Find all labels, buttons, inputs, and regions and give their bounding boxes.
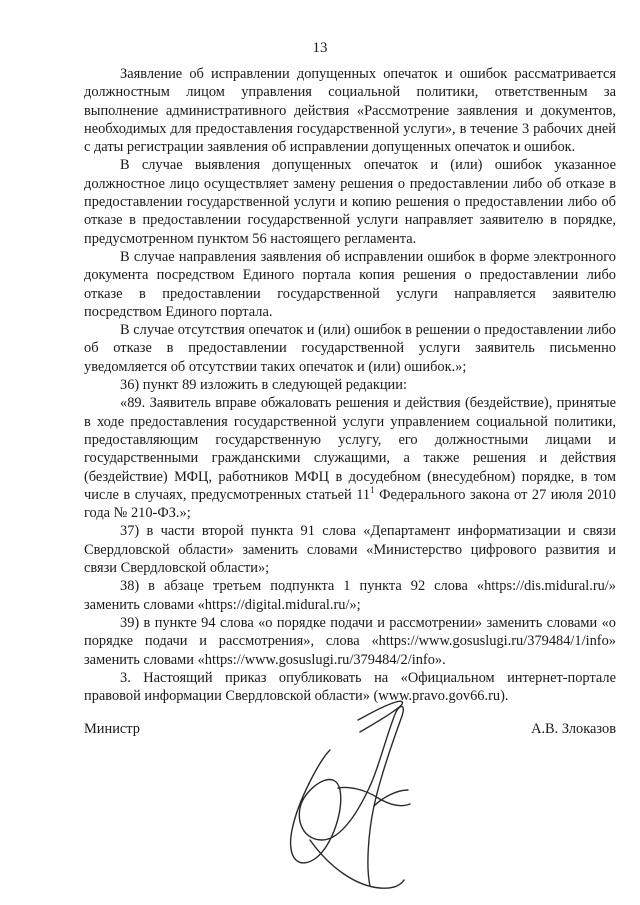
paragraph-item-3-publish: 3. Настоящий приказ опубликовать на «Официальном интернет-портале правовой информации Свердловской области» (www.pravo.gov66.ru). (84, 669, 616, 705)
item-89-text-end: Федерального закона от 27 июля 2010 года № 210-ФЗ.»; (84, 486, 616, 522)
signer-position: Министр (84, 721, 140, 737)
paragraph-correction-review: Заявление об исправлении допущенных опечаток и ошибок рассматривается должностным лицом управления социальной политики, ответственным за выполнение административного действия «Рассмотрение заявления и документов, необходимых для предоставления государственной услуги», в течение 3 рабочих дней с даты регистрации заявления об исправлении допущенных опечаток и ошибок. (84, 66, 616, 156)
paragraph-item-36: 36) пункт 89 изложить в следующей редакции: (120, 377, 407, 394)
paragraph-error-found: В случае выявления допущенных опечаток и (или) ошибок указанное должностное лицо осуществляет замену решения о предоставлении либо об отказе в предоставлении государственной услуги и копию решения о предоставлении либо об отказе в предоставлении государственной услуги направляет заявителю в порядке, предусмотренном пунктом 56 настоящего регламента. (84, 157, 616, 247)
paragraph-item-39: 39) в пункте 94 слова «о порядке подачи и рассмотрении» заменить словами «о порядке подачи и рассмотрения», слова «https://www.gosuslugi.ru/379484/1/info» заменить словами «https://www.gosuslugi.ru/379484/2/info». (84, 614, 616, 668)
item-89-superscript: 1 (370, 485, 375, 496)
paragraph-item-38: 38) в абзаце третьем подпункта 1 пункта 92 слова «https://dis.midural.ru/» заменить словами «https://digital.midural.ru/»; (84, 578, 616, 613)
paragraph-no-errors: В случае отсутствия опечаток и (или) ошибок в решении о предоставлении либо об отказе в предоставлении государственной услуги заявитель письменно уведомляется об отсутствии таких опечаток и (или) ошибок.»; (84, 322, 616, 375)
document-body (84, 65, 616, 705)
signer-name: А.В. Злоказов (531, 721, 616, 737)
item-89-text: «89. Заявитель вправе обжаловать решения и действия (бездействие), принятые в ходе предоставления государственной услуги управлением социальной политики, предоставляющим государственную услугу, его должностными лицами и государственными гражданскими служащими, а также решения и действия (бездействие) МФЦ, работников МФЦ в досудебном (внесудебном) порядке, в том числе в случаях, предусмотренных статьей 11 (84, 395, 616, 503)
page-number: 13 (312, 40, 328, 56)
handwritten-signature-icon (270, 690, 420, 900)
paragraph-electronic-form: В случае направления заявления об исправлении ошибок в форме электронного документа посредством Единого портала копия решения о предоставлении либо отказе в предоставлении государственной услуги направляется заявителю посредством Единого портала. (84, 248, 616, 320)
paragraph-item-37: 37) в части второй пункта 91 слова «Департамент информатизации и связи Свердловской области» заменить словами «Министерство цифрового развития и связи Свердловской области»; (84, 523, 616, 577)
paragraph-item-89 (84, 394, 616, 522)
